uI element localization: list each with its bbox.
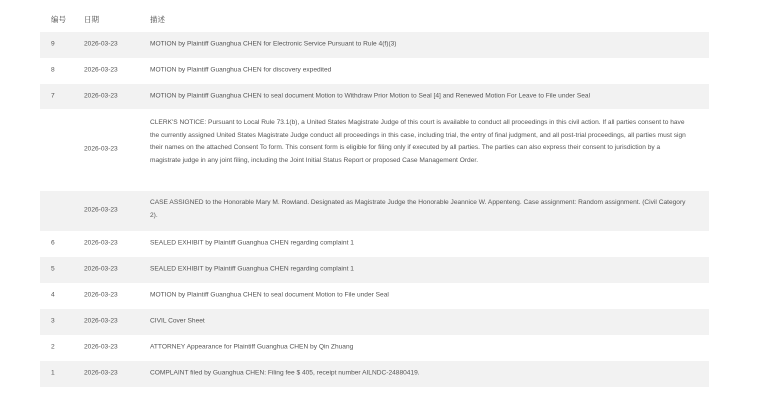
table-row (40, 32, 709, 58)
table-row (40, 231, 709, 257)
entry-description: SEALED EXHIBIT by Plaintiff Guanghua CHEN regarding complaint 1 (150, 239, 354, 247)
table-row (40, 361, 709, 387)
entry-number: 7 (51, 92, 55, 100)
table-row (40, 335, 709, 361)
entry-description: MOTION by Plaintiff Guanghua CHEN to seal document Motion to File under Seal (150, 291, 389, 299)
entry-date: 2026-03-23 (84, 92, 118, 100)
header-number: 编号 (51, 15, 66, 24)
entry-description: SEALED EXHIBIT by Plaintiff Guanghua CHEN regarding complaint 1 (150, 265, 354, 273)
entry-description: CIVIL Cover Sheet (150, 317, 205, 325)
entry-date: 2026-03-23 (84, 291, 118, 299)
entry-description: MOTION by Plaintiff Guanghua CHEN to seal document Motion to Withdraw Prior Motion to Seal [4] and Renewed Motion For Leave to File under Seal (150, 92, 591, 100)
table-row (40, 309, 709, 335)
entry-date: 2026-03-23 (84, 206, 118, 214)
entry-description: CASE ASSIGNED to the Honorable Mary M. Rowland. Designated as Magistrate Judge the Honorable Jeannice W. Appenteng. Case assignment: Random assignment. (Civil Category 2). (150, 199, 686, 219)
table-row (40, 109, 709, 191)
entry-date: 2026-03-23 (84, 343, 118, 351)
entry-date: 2026-03-23 (84, 145, 118, 153)
entry-date: 2026-03-23 (84, 239, 118, 247)
table-row (40, 191, 709, 231)
table-row (40, 58, 709, 84)
table-row (40, 283, 709, 309)
entry-date: 2026-03-23 (84, 265, 118, 273)
entry-date: 2026-03-23 (84, 317, 118, 325)
entry-number: 1 (51, 369, 55, 377)
entry-number: 8 (51, 66, 55, 74)
entry-number: 5 (51, 265, 55, 273)
entry-number: 4 (51, 291, 55, 299)
entry-description: CLERK'S NOTICE: Pursuant to Local Rule 73.1(b), a United States Magistrate Judge of this court is available to conduct all proceedings in this civil action. If all parties consent to have the currently assigned United States Magistrate Judge conduct all proceedings in this case, including trial, the entry of final judgment, and all post-trial proceedings, all parties must sign their names on the attached Consent To form. This consent form is eligible for filing only if executed by all parties. The parties can also express their consent to jurisdiction by a magistrate judge in any joint filing, including the Joint Initial Status Report or proposed Case Management Order. (150, 119, 686, 165)
table-header (40, 0, 709, 32)
entry-number: 6 (51, 239, 55, 247)
entry-date: 2026-03-23 (84, 40, 118, 48)
entry-description: COMPLAINT filed by Guanghua CHEN: Filing fee $ 405, receipt number AILNDC-24880419. (150, 369, 420, 377)
table-row (40, 84, 709, 109)
entry-date: 2026-03-23 (84, 66, 118, 74)
table-row (40, 257, 709, 283)
entry-number: 3 (51, 317, 55, 325)
entry-date: 2026-03-23 (84, 369, 118, 377)
entry-description: MOTION by Plaintiff Guanghua CHEN for discovery expedited (150, 66, 332, 74)
entry-number: 9 (51, 40, 55, 48)
entry-description: MOTION by Plaintiff Guanghua CHEN for Electronic Service Pursuant to Rule 4(f)(3) (150, 40, 397, 48)
header-date: 日期 (84, 15, 99, 24)
entry-number: 2 (51, 343, 55, 351)
header-description: 描述 (150, 15, 165, 24)
entry-description: ATTORNEY Appearance for Plaintiff Guanghua CHEN by Qin Zhuang (150, 343, 354, 351)
